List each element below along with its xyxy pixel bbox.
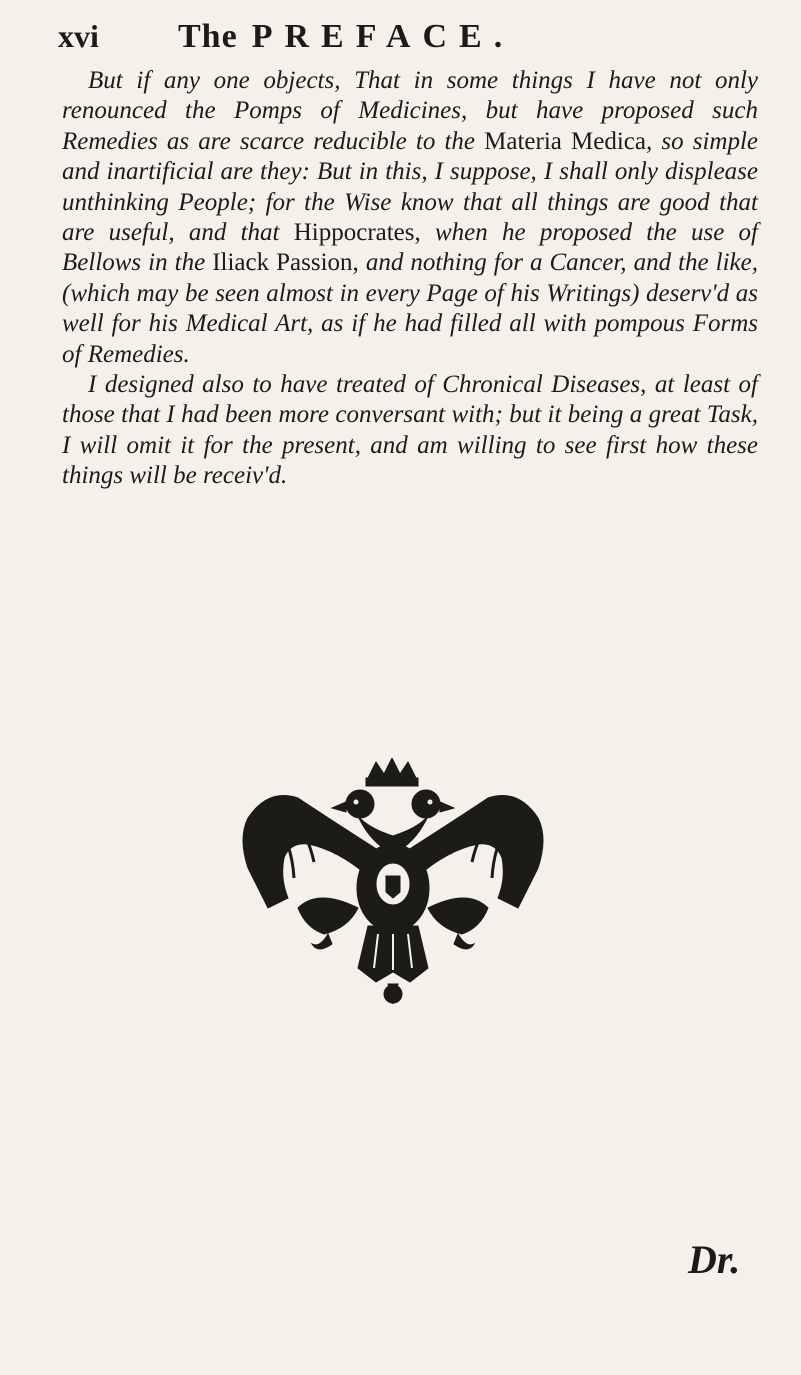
paragraph-2 xyxy=(62,370,758,492)
running-head-title: PREFACE. xyxy=(251,18,515,55)
right-talon xyxy=(454,934,474,949)
right-head xyxy=(412,790,440,818)
lower-left-plumage xyxy=(298,898,358,934)
paragraph-1 xyxy=(62,66,758,370)
right-beak xyxy=(440,802,454,812)
text-segment-roman: Materia Medica xyxy=(484,127,646,155)
crown-band xyxy=(366,778,418,786)
running-head xyxy=(178,18,514,56)
text-segment-roman: Iliack Passion, xyxy=(212,249,359,277)
left-head xyxy=(346,790,374,818)
double-headed-eagle-icon xyxy=(228,758,568,1008)
text-segment-roman: Hippocrates, xyxy=(293,219,421,247)
page-header xyxy=(58,18,758,62)
body-text xyxy=(62,66,758,492)
text-segment: But if any one objects, That in some things I have not only renounced the Pomps of Medicines, but have proposed such Remedies as are scarce reducible to the xyxy=(62,67,758,155)
text-segment: , so simple and inartificial are they: But in this, I suppose, I shall only displease unthinking People; for the Wise know that all things are good that are useful, and that xyxy=(62,127,759,247)
catchword: Dr. xyxy=(688,1237,741,1282)
left-beak xyxy=(332,802,346,812)
lower-right-plumage xyxy=(428,898,488,934)
text-segment: when he proposed the use of Bellows in the xyxy=(62,219,758,277)
left-talon xyxy=(312,934,332,949)
text-segment: and nothing for a Cancer, and the like, (which may be seen almost in every Page of his Writings) deserv'd as well for his Medical Art, as if he had filled all with pompous Forms of Remedies. xyxy=(62,249,758,368)
text-segment: I designed also to have treated of Chronical Diseases, at least of those that I had been more conversant with; but it being a great Task, I will omit it for the present, and am willing to see first how these things will be receiv'd. xyxy=(62,371,758,490)
page-number: xvi xyxy=(58,18,99,54)
running-head-article: The xyxy=(178,18,238,55)
crown-shape xyxy=(368,758,416,778)
